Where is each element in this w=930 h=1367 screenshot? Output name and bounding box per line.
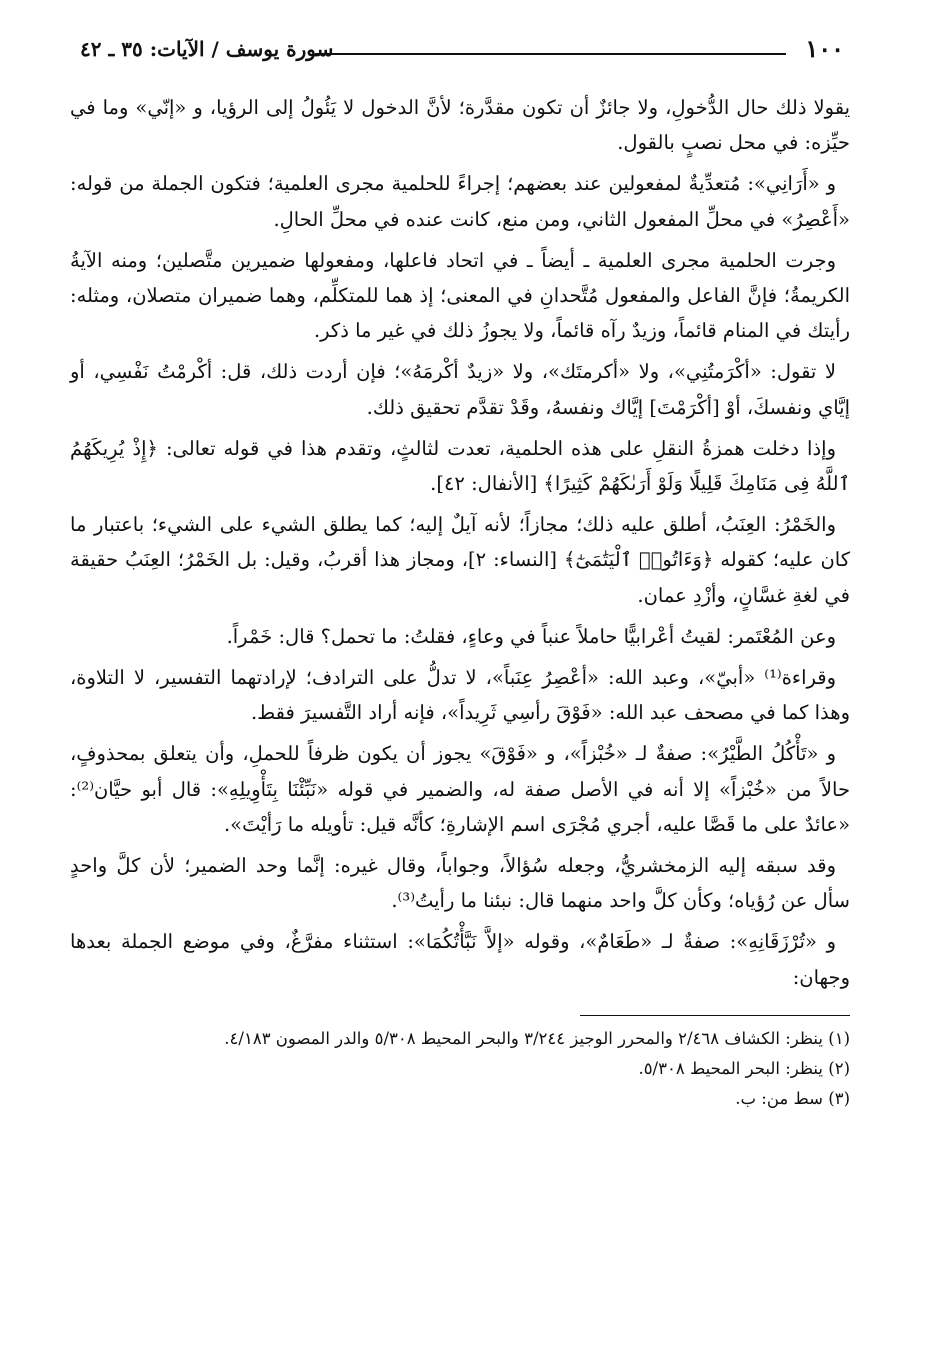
footnotes bbox=[70, 1024, 850, 1114]
paragraph: و «تَأْكُلُ الطَّيْرُ»: صفةٌ لـ «خُبْزاً»، و «فَوْقَ» يجوز أن يكون ظرفاً للحملِ، وأن يتعلق بمحذوفٍ، حالاً من «خُبْزاً» إلا أنه في الأصل صفة له، والضمير في قوله «نَبِّئْنَا بِتَأْوِيلِهِ»: قال أبو حيَّان⁽²⁾: «عائدٌ على ما قَصَّا عليه، أجري مُجْرَى اسم الإشارةِ؛ كأنَّه قيل: تأويله ما رَأيْتَ». bbox=[70, 742, 850, 836]
page-number: ١٠٠ bbox=[805, 34, 844, 63]
main-text bbox=[70, 90, 850, 995]
paragraph: وإذا دخلت همزةُ النقلِ على هذه الحلمية، تعدت لثالثٍ، وتقدم هذا في قوله تعالى: ﴿إِذْ يُرِيكَهُمُ ٱللَّهُ فِى مَنَامِكَ قَلِيلًا وَلَوْ أَرَىٰكَهُمْ كَثِيرًا﴾ [الأنفال: ٤٢]. bbox=[70, 436, 850, 496]
paragraph: يقولا ذلك حال الدُّخولِ، ولا جائزٌ أن تكون مقدَّرة؛ لأنَّ الدخول لا يَئُولُ إلى الرؤيا، و «إنّي» وما في حيِّزه: في محل نصبٍ بالقول. bbox=[70, 96, 850, 155]
running-header bbox=[70, 28, 850, 68]
book-page bbox=[70, 28, 850, 1338]
paragraph: و «تُرْزَقَانِهِ»: صفةٌ لـ «طَعَامٌ»، وقوله «إلاَّ نَبَّأْتُكُمَا»: استثناء مفرَّغٌ، وفي موضع الجملة بعدها وجهان: bbox=[70, 930, 850, 989]
paragraph: وقراءة⁽¹⁾ «أبيّ»، وعبد الله: «أعْصِرُ عِنَباً»، لا تدلُّ على الترادف؛ لإرادتهما التفسير، لا التلاوة، وهذا كما في مصحف عبد الله: «فَوْقَ رأسِي ثَرِيداً»، فإنه أراد التَّفسيرَ فقط. bbox=[70, 666, 850, 725]
paragraph: لا تقول: «أكْرَمتُنِي»، ولا «أكرمتَك»، ولا «زيدٌ أكْرمَهُ»؛ فإن أردت ذلك، قل: أكْرمْتُ نَفْسِي، أو إيَّاي ونفسكَ، أوْ [أكْرَمْتَ] إيَّاك ونفسهُ، وقَدْ تقدَّم تحقيق ذلك. bbox=[70, 360, 850, 419]
paragraph: وجرت الحلمية مجرى العلمية ـ أيضاً ـ في اتحاد فاعلها، ومفعولها ضميرين متَّصلين؛ ومنه الآيةُ الكريمةُ؛ فإنَّ الفاعل والمفعول مُتَّحدانِ في المعنى؛ إذ هما للمتكلِّم، وهما ضميران متصلان، ومثله: رأيتك في المنام قائماً، وزيدٌ رآه قائماً، ولا يجوزُ ذلك في غير ما ذكر. bbox=[70, 248, 850, 343]
paragraph: و «أَرَانِي»: مُتعدِّيةٌ لمفعولين عند بعضهم؛ إجراءً للحلمية مجرى العلمية؛ فتكون الجملة من قوله: «أَعْصِرُ» في محلِّ المفعول الثاني، ومن منع، كانت عنده في محلِّ الحالِ. bbox=[70, 172, 850, 231]
footnote: (١) ينظر: الكشاف ٢/٤٦٨ والمحرر الوجيز ٣/٢٤٤ والبحر المحيط ٥/٣٠٨ والدر المصون ٤/١٨٣. bbox=[224, 1028, 850, 1048]
footnote: (٢) ينظر: البحر المحيط ٥/٣٠٨. bbox=[638, 1058, 850, 1078]
footnote-separator bbox=[580, 1015, 850, 1016]
paragraph: وعن المُعْتَمر: لقيتُ أعْرابيًّا حاملاً عنباً في وعاءٍ، فقلتُ: ما تحمل؟ قال: خَمْراً. bbox=[226, 624, 836, 648]
paragraph: وقد سبقه إليه الزمخشريُّ، وجعله سُؤالاً، وجواباً، وقال غيره: إنَّما وحد الضمير؛ لأن كلَّ واحدٍ سأل عن رُؤياه؛ وكأن كلَّ واحد منهما قال: نبئنا ما رأيتُ⁽³⁾. bbox=[70, 854, 850, 913]
footnote: (٣) سط من: ب. bbox=[735, 1088, 850, 1108]
paragraph: والخَمْرُ: العِنَبُ، أطلق عليه ذلك؛ مجازاً؛ لأنه آيلٌ إليه؛ كما يطلق الشيء على الشيء؛ باعتبار ما كان عليه؛ كقوله ﴿وَءَاتُوا۟ ٱلْيَتَٰمَىٰٓ﴾ [النساء: ٢]، ومجاز هذا أقربُ، وقيل: بل الخَمْرُ؛ العِنَبُ حقيقة في لغةِ غسَّانٍ، وأزْدِ عمان. bbox=[70, 513, 850, 607]
header-rule bbox=[315, 53, 786, 55]
running-title: سورة يوسف / الآيات: ٣٥ ـ ٤٢ bbox=[80, 37, 334, 61]
